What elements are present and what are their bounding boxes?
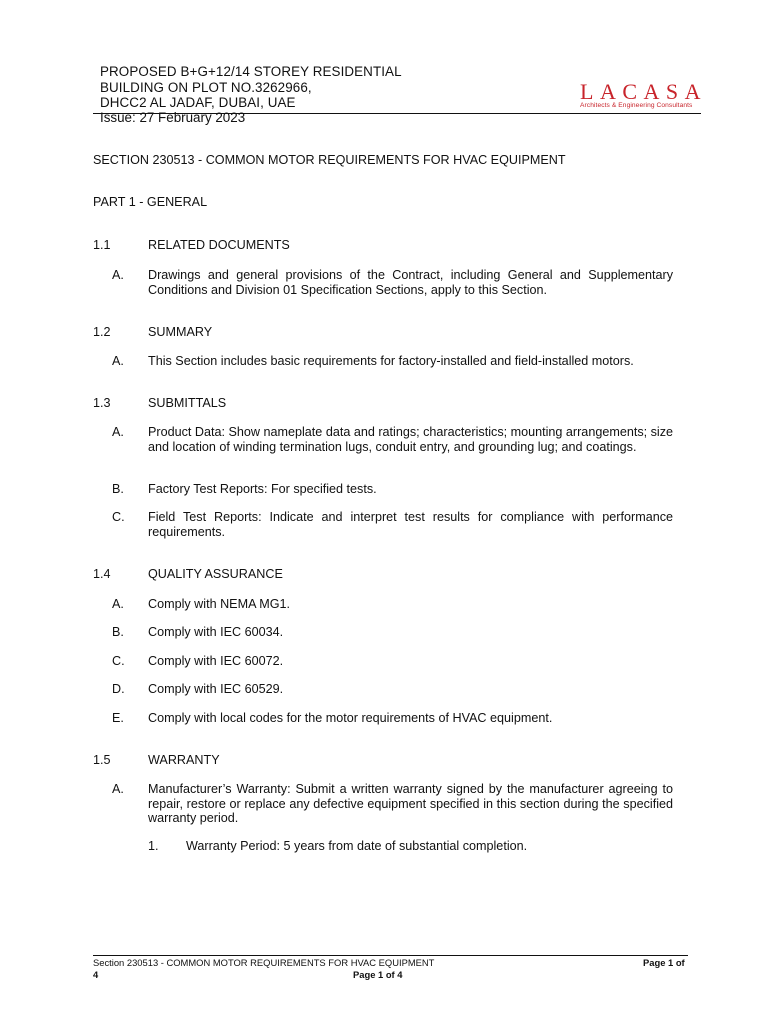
- article-title: QUALITY ASSURANCE: [148, 567, 283, 581]
- article-number: 1.5: [93, 753, 111, 767]
- part-title: PART 1 - GENERAL: [93, 195, 208, 209]
- paragraph-text: Comply with NEMA MG1.: [148, 597, 291, 611]
- footer-page-label: Page 1 of: [643, 957, 685, 968]
- section-title: SECTION 230513 - COMMON MOTOR REQUIREMENTS FOR HVAC EQUIPMENT: [93, 153, 566, 167]
- project-line-1: PROPOSED B+G+12/14 STOREY RESIDENTIAL: [100, 64, 402, 79]
- paragraph-label: A.: [112, 268, 124, 282]
- subparagraph-text: Warranty Period: 5 years from date of substantial completion.: [186, 839, 528, 853]
- article-number: 1.1: [93, 238, 111, 252]
- paragraph-label: B.: [112, 625, 124, 639]
- article-number: 1.4: [93, 567, 111, 581]
- paragraph-label: A.: [112, 425, 124, 439]
- footer-section: Section 230513 - COMMON MOTOR REQUIREMENTS FOR HVAC EQUIPMENT: [93, 957, 435, 968]
- paragraph-text: Comply with IEC 60034.: [148, 625, 284, 639]
- paragraph-label: B.: [112, 482, 124, 496]
- paragraph-text: Factory Test Reports: For specified tests.: [148, 482, 377, 496]
- paragraph-label: E.: [112, 711, 124, 725]
- logo-wordmark: LACASA: [580, 79, 708, 104]
- paragraph-label: A.: [112, 782, 124, 796]
- paragraph-text: Product Data: Show nameplate data and ratings; characteristics; mounting arrangements; size and location of winding termination lugs, conduit entry, and grounding lug; and coatings.: [148, 425, 674, 454]
- article-number: 1.3: [93, 396, 111, 410]
- paragraph-label: A.: [112, 354, 124, 368]
- article-title: SUBMITTALS: [148, 396, 227, 410]
- project-line-2: BUILDING ON PLOT NO.3262966,: [100, 79, 312, 95]
- paragraph-text: Field Test Reports: Indicate and interpret test results for compliance with performance requirements.: [148, 510, 673, 539]
- issue-date: Issue: 27 February 2023: [100, 110, 246, 125]
- subparagraph-label: 1.: [148, 839, 159, 853]
- paragraph-label: A.: [112, 597, 124, 611]
- footer-divider: [93, 955, 688, 956]
- paragraph-text: Comply with IEC 60072.: [148, 654, 284, 668]
- paragraph-label: C.: [112, 654, 125, 668]
- article-number: 1.2: [93, 325, 111, 339]
- article-title: SUMMARY: [148, 325, 213, 339]
- company-logo: [580, 79, 708, 109]
- footer-page-total: 4: [93, 969, 99, 980]
- paragraph-label: C.: [112, 510, 125, 524]
- article-title: WARRANTY: [148, 753, 220, 767]
- paragraph-text: Drawings and general provisions of the Contract, including General and Supplementary Conditions and Division 01 Specification Sections, apply to this Section.: [148, 268, 673, 297]
- paragraph-label: D.: [112, 682, 125, 696]
- logo-tagline: Architects & Engineering Consultants: [580, 102, 693, 109]
- paragraph-text: Comply with IEC 60529.: [148, 682, 284, 696]
- paragraph-text: Manufacturer’s Warranty: Submit a written warranty signed by the manufacturer agreeing to repair, restore or replace any defective equipment specified in this section during the specified warranty period.: [148, 782, 673, 826]
- footer-page-number: Page 1 of 4: [353, 969, 403, 980]
- project-line-3: DHCC2 AL JADAF, DUBAI, UAE: [100, 95, 296, 110]
- project-header: [100, 64, 402, 111]
- article-title: RELATED DOCUMENTS: [148, 238, 290, 252]
- paragraph-text: This Section includes basic requirements for factory-installed and field-installed motors.: [148, 354, 634, 368]
- paragraph-text: Comply with local codes for the motor requirements of HVAC equipment.: [148, 711, 553, 725]
